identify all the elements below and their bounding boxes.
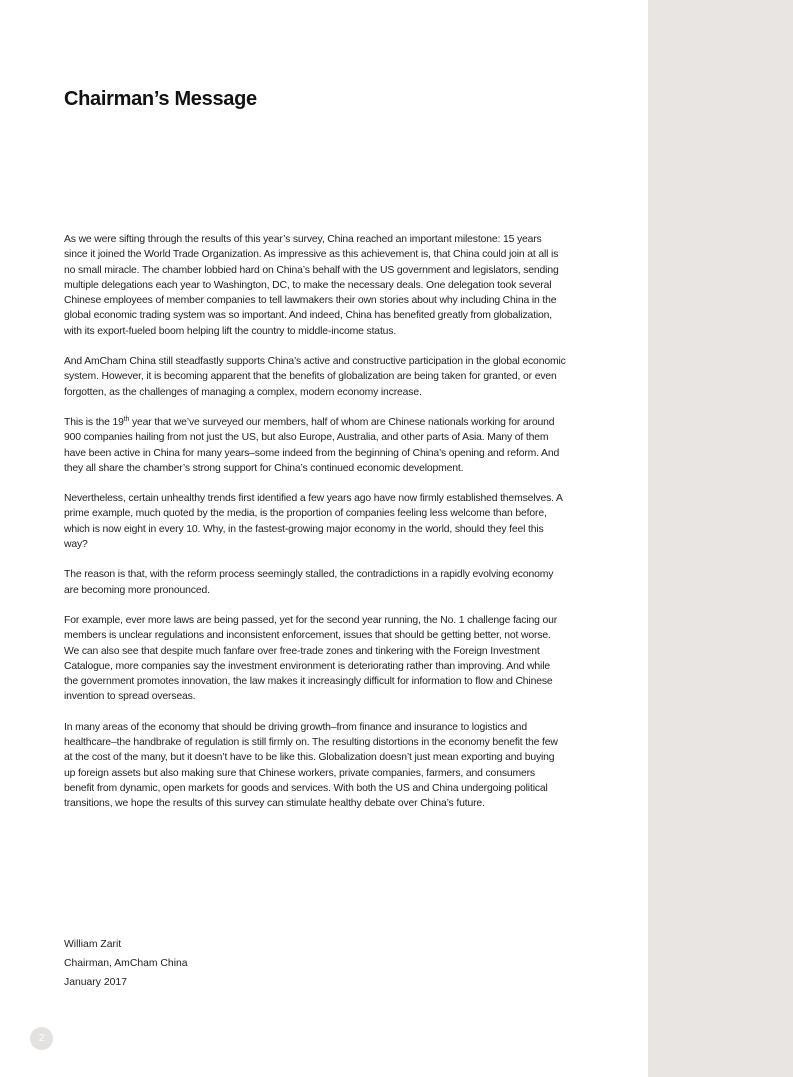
paragraph-3-start: This is the 19	[64, 416, 124, 428]
paragraph-6: For example, ever more laws are being passed, yet for the second year running, the No. 1 challenge facing our members is unclear regulations and inconsistent enforcement, issues that should be getting better, not worse. We can also see that despite much fanfare over free-trade zones and tinkering with the Foreign Investment Catalogue, more companies say the investment environment is deteriorating rather than improving. And while the government promotes innovation, the law makes it increasingly difficult for information to flow and Chinese invention to spread overseas.	[64, 614, 558, 703]
signatory-name: William Zarit	[64, 939, 122, 950]
ordinal-suffix: th	[123, 415, 130, 423]
paragraph-1: As we were sifting through the results of this year’s survey, China reached an important milestone: 15 years since it joined the World Trade Organization. As impressive as this achievement is, that China could join at all is no small miracle. The chamber lobbied hard on China’s behalf with the US government and legislators, sending multiple delegations each year to Washington, DC, to make the necessary deals. One delegation took several Chinese employees of member companies to tell lawmakers their own stories about why including China in the global economic trading system was so important. And indeed, China has benefited greatly from globalization, with its export-fueled boom helping lift the country to middle-income status.	[64, 234, 559, 337]
paragraph-4: Nevertheless, certain unhealthy trends first identified a few years ago have now firmly established themselves. A prime example, much quoted by the media, is the proportion of companies feeling less welcome than before, which is now eight in every 10. Why, in the fastest-growing major economy in the world, should they feel this way?	[64, 493, 563, 551]
page-number-badge: 2	[30, 1027, 53, 1050]
paragraph-5: The reason is that, with the reform process seemingly stalled, the contradictions in a rapidly evolving economy are becoming more pronounced.	[64, 569, 554, 596]
message-body	[64, 232, 566, 827]
page-title: Chairman’s Message	[64, 88, 257, 110]
paragraph-3-rest: year that we’ve surveyed our members, half of whom are Chinese nationals working for around 900 companies hailing from not just the US, but also Europe, Australia, and other parts of Asia. Many of them have been active in China for many years–some indeed from the beginning of China’s opening and reform. And they all share the chamber’s strong support for China’s continued economic development.	[64, 416, 560, 474]
signature-block	[64, 935, 364, 992]
paragraph-7: In many areas of the economy that should be driving growth–from finance and insurance to logistics and healthcare–the handbrake of regulation is still firmly on. The resulting distortions in the economy benefit the few at the cost of the many, but it doesn’t have to be like this. Globalization doesn’t just mean exporting and buying up foreign assets but also making sure that Chinese workers, private companies, farmers, and consumers benefit from dynamic, open markets for goods and services. With both the US and China undergoing political transitions, we hope the results of this survey can stimulate healthy debate over China’s future.	[64, 721, 558, 810]
paragraph-3	[64, 415, 566, 476]
side-panel	[648, 0, 793, 1077]
paragraph-2: And AmCham China still steadfastly supports China’s active and constructive participation in the global economic system. However, it is becoming apparent that the benefits of globalization are being taken for granted, or even forgotten, as the challenges of managing a complex, modern economy increase.	[64, 356, 566, 398]
signatory-position: Chairman, AmCham China	[64, 958, 188, 969]
signature-date: January 2017	[64, 977, 127, 988]
